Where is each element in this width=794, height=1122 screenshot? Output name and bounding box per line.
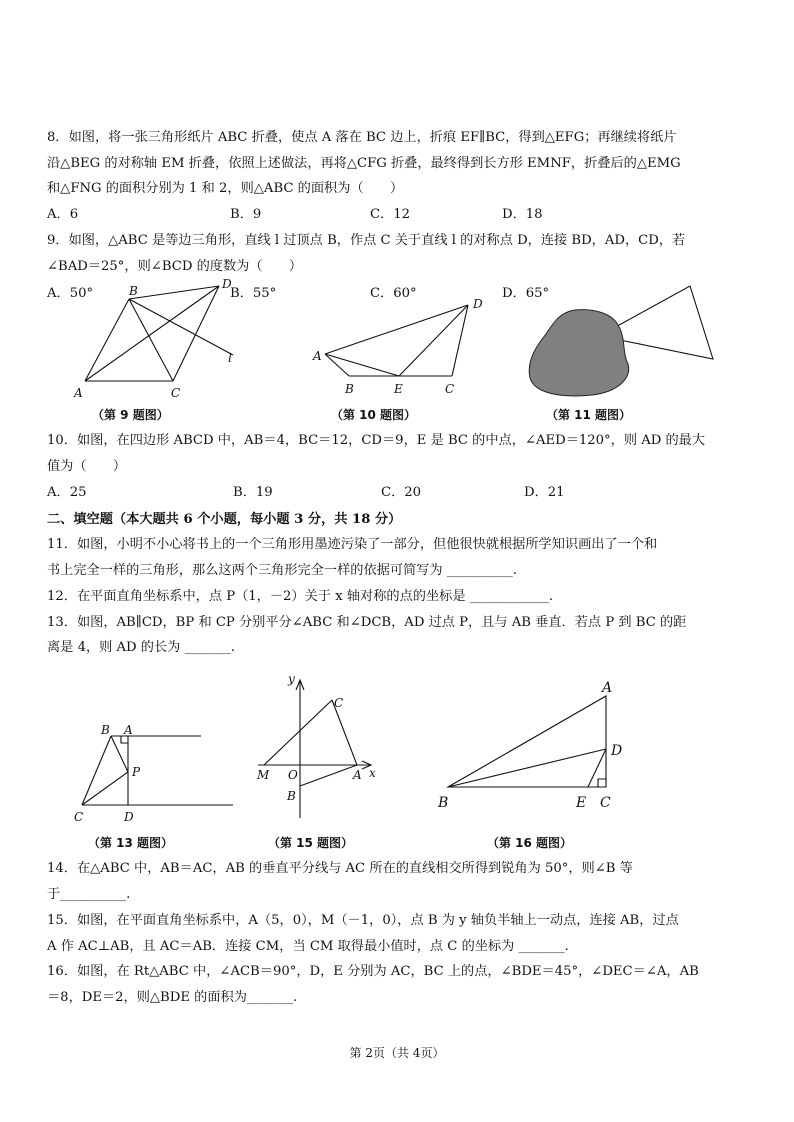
fig13-label-d: D [124,810,134,824]
fig15-caption: （第 15 题图） [268,836,354,850]
q8-line3: 和△FNG 的面积分别为 1 和 2，则△ABC 的面积为（ ） [47,181,404,196]
fig15-label-a: A [353,768,362,782]
q9-option-a: A．50° [47,286,94,301]
fig15-label-o: O [288,768,298,782]
q8-option-b: B．9 [230,207,262,222]
q15-line1: 15．如图，在平面直角坐标系中，A（5，0），M（－1，0），点 B 为 y 轴负半轴上一动点，连接 AB，过点 [47,913,679,928]
q14-line2: 于__________. [47,887,131,902]
fig11-triangle [610,286,713,359]
fig9-segment-ad [85,286,219,381]
q9-option-c: C．60° [370,286,417,301]
fig9-label-d: D [222,277,232,291]
fig9-segment-ab [85,299,129,381]
fig16-right-angle-mark [598,779,606,787]
q10-option-b: B．19 [233,485,273,500]
q16-line2: ＝8，DE＝2，则△BDE 的面积为_______. [47,990,298,1005]
fig11-caption: （第 11 题图） [546,408,632,422]
q10-option-a: A．25 [47,485,87,500]
fig9-segment-cd [173,286,219,381]
q15-line2: A 作 AC⊥AB，且 AC＝AB．连接 CM，当 CM 取得最小值时，点 C 的坐标为 _______. [47,939,569,954]
fig15-label-c: C [334,696,344,710]
fig13-label-a: A [124,723,133,737]
fig16-label-a: A [602,680,613,696]
fig16-segment-ed [588,749,606,787]
fig16-label-b: B [438,795,449,811]
fig9-label-c: C [171,386,181,400]
fig9-label-a: A [74,386,83,400]
fig10-caption: （第 10 题图） [331,408,417,422]
fig9-caption: （第 9 题图） [92,408,169,422]
fig11-ink-blot [529,310,628,396]
q8-option-c: C．12 [370,207,411,222]
fig16-label-e: E [576,795,587,811]
fig15-segment-mc [264,700,332,765]
fig13-label-b: B [101,723,110,737]
page-footer: 第 2页（共 4页） [349,1046,445,1060]
fig13-label-p: P [132,765,141,779]
section2-title: 二、填空题（本大题共 6 个小题，每小题 3 分，共 18 分） [47,512,402,527]
fig10-label-c: C [445,382,455,396]
fig16-label-d: D [611,743,623,759]
q9-line2: ∠BAD＝25°，则∠BCD 的度数为（ ） [47,259,303,274]
figure-11 [520,280,730,400]
q10-line2: 值为（ ） [47,459,127,474]
q8-option-a: A．6 [47,207,79,222]
fig9-label-l: l [228,351,232,365]
q14-line1: 14．在△ABC 中，AB＝AC，AB 的垂直平分线与 AC 所在的直线相交所得到锐角为 50°，则∠B 等 [47,861,633,876]
fig9-label-b: B [129,284,138,298]
q11-line1: 11．如图，小明不小心将书上的一个三角形用墨迹污染了一部分，但他很快就根据所学知识画出了一个和 [47,537,658,552]
q13-line2: 离是 4，则 AD 的长为 _______. [47,640,235,655]
fig16-segment-bd [448,749,606,787]
q9-option-b: B．55° [230,286,277,301]
fig15-segment-ab [300,765,357,786]
fig15-label-b: B [287,789,296,803]
fig16-triangle-abc [448,696,606,787]
q13-line1: 13．如图，AB∥CD，BP 和 CP 分别平分∠ABC 和∠DCB，AD 过点 P，且与 AB 垂直．若点 P 到 BC 的距 [47,615,687,630]
figure-16 [430,675,630,825]
q8-option-d: D．18 [502,207,543,222]
fig15-label-y: y [288,672,295,686]
fig10-segment-ae [325,354,399,376]
fig10-label-e: E [394,382,403,396]
q10-option-d: D．21 [524,485,565,500]
fig15-label-m: M [257,768,270,782]
q11-line2: 书上完全一样的三角形，那么这两个三角形完全一样的依据可简写为 __________. [47,563,517,578]
fig10-segment-ed [399,305,468,376]
fig13-label-c: C [74,810,84,824]
fig16-caption: （第 16 题图） [487,836,573,850]
fig15-label-x: x [369,766,376,780]
q8-line1: 8．如图，将一张三角形纸片 ABC 折叠，使点 A 落在 BC 边上，折痕 EF∥BC，得到△EFG；再继续将纸片 [47,130,677,145]
fig10-label-a: A [313,349,322,363]
fig10-label-b: B [345,382,354,396]
q16-line1: 16．如图，在 Rt△ABC 中，∠ACB＝90°，D，E 分别为 AC，BC 上的点，∠BDE＝45°，∠DEC＝∠A，AB [47,964,699,979]
fig16-label-c: C [600,795,611,811]
q8-line2: 沿△BEG 的对称轴 EM 折叠，依照上述做法，再将△CFG 折叠，最终得到长方形 EMNF，折叠后的△EMG [47,156,681,171]
fig9-segment-bd [129,286,219,299]
fig13-caption: （第 13 题图） [88,836,174,850]
fig10-segment-ad [325,305,468,354]
fig10-segment-cd [452,305,468,376]
figure-9 [70,270,270,400]
q10-line1: 10．如图，在四边形 ABCD 中，AB＝4，BC＝12，CD＝9，E 是 BC 的中点，∠AED＝120°，则 AD 的最大 [47,433,706,448]
q9-line1: 9．如图，△ABC 是等边三角形，直线 l 过顶点 B，作点 C 关于直线 l 的对称点 D，连接 BD，AD，CD，若 [47,233,686,248]
q10-option-c: C．20 [381,485,422,500]
q9-option-d: D．65° [502,286,550,301]
fig10-label-d: D [473,297,483,311]
figure-13 [70,722,245,832]
fig13-right-angle-mark [121,736,128,743]
figure-15 [250,670,380,830]
q12-line1: 12．在平面直角坐标系中，点 P（1，－2）关于 x 轴对称的点的坐标是 ____________. [47,589,554,604]
figure-10 [305,290,505,400]
fig13-segment-bp [111,736,128,772]
